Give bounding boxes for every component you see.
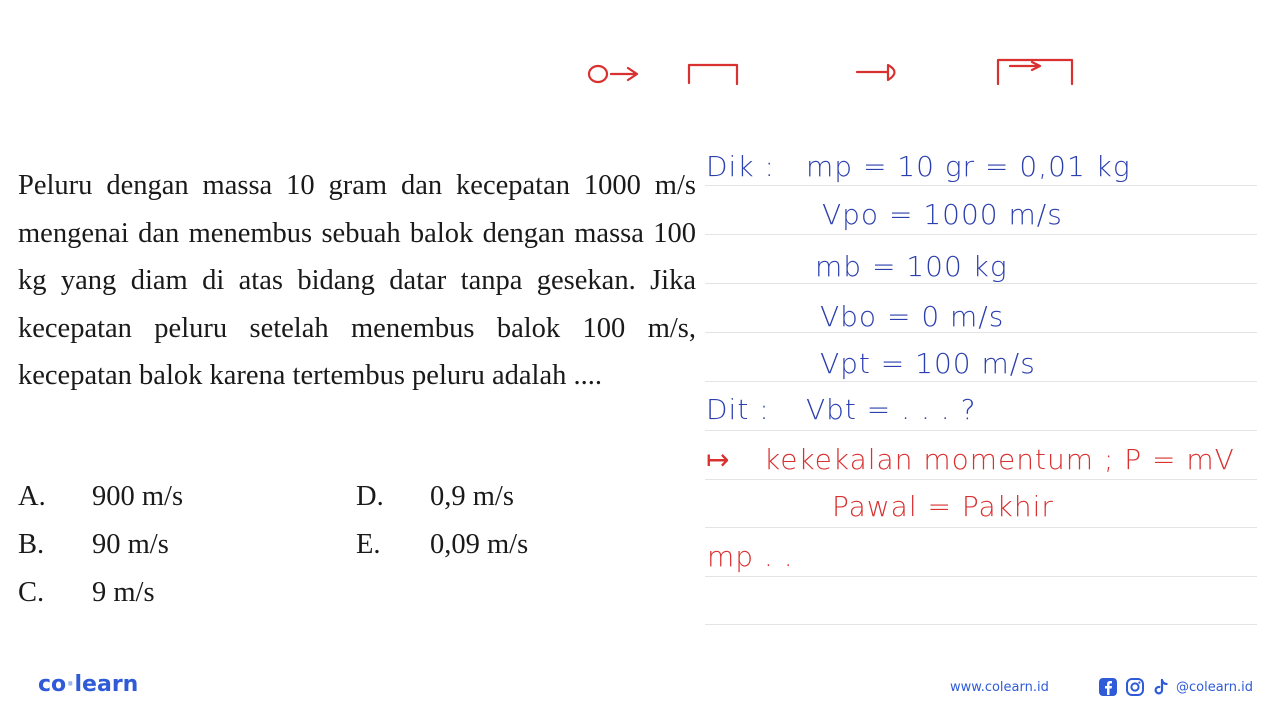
conservation-line: Pawal = Pakhir [832,490,1054,523]
logo-part-learn: learn [74,672,139,697]
question-text [18,162,696,400]
option-d-text: 0,9 m/s [430,481,514,512]
facebook-icon[interactable] [1099,678,1117,696]
option-b-letter: B. [18,529,45,560]
rule-line [705,381,1257,382]
partial-line: mp . . [707,540,794,573]
rule-line [705,527,1257,528]
logo-part-co: co [38,672,67,697]
options-row-2 [18,521,698,569]
rule-line [705,234,1257,235]
line-mp: mp = 10 gr = 0,01 kg [806,150,1131,183]
tiktok-icon[interactable] [1152,678,1170,696]
website-link[interactable]: www.colearn.id [950,680,1049,695]
option-c[interactable] [18,569,356,617]
line-mb: mb = 100 kg [815,250,1008,283]
dik-label: Dik : [706,150,775,183]
option-c-letter: C. [18,577,45,608]
block-before-shape [689,65,737,84]
momentum-line: kekekalan momentum ; P = mV [764,443,1235,476]
rule-line [705,624,1257,625]
option-a-letter: A. [18,481,46,512]
social-handle[interactable]: @colearn.id [1176,680,1254,695]
instagram-icon[interactable] [1126,678,1144,696]
bullet-block-sketch [0,0,1280,130]
logo-dot: · [66,672,75,697]
bullet-after-arrow [857,65,895,80]
line-vpt: Vpt = 100 m/s [820,347,1036,380]
option-a-text: 900 m/s [92,481,184,512]
colearn-logo [38,672,138,697]
rule-line [705,283,1257,284]
options-row-3 [18,569,698,617]
bullet-inside-arrow [1010,62,1040,70]
options-row-1 [18,473,698,521]
line-vpo: Vpo = 1000 m/s [822,198,1063,231]
rule-line [705,185,1257,186]
question-paragraph: Peluru dengan massa 10 gram dan kecepatan 1000 m/s mengenai dan menembus sebuah balok dengan massa 100 kg yang diam di atas bidang datar tanpa gesekan. Jika kecepatan peluru setelah menembus balok 100 m/s, kecepatan balok karena tertembus peluru adalah .... [18,170,696,391]
option-d[interactable] [356,473,694,521]
rule-line [705,576,1257,577]
dit-label: Dit : [706,393,770,426]
rule-line [705,430,1257,431]
arrow-icon: ↦ [706,443,731,476]
answer-options [18,473,698,617]
option-c-text: 9 m/s [92,577,155,608]
option-e-letter: E. [356,529,381,560]
option-b[interactable] [18,521,356,569]
bullet-before-icon [589,66,607,82]
rule-line [705,479,1257,480]
option-d-letter: D. [356,481,384,512]
line-vbo: Vbo = 0 m/s [820,300,1005,333]
dit-text: Vbt = . . . ? [806,393,977,426]
option-a[interactable] [18,473,356,521]
option-e[interactable] [356,521,694,569]
bullet-before-arrow [611,68,637,80]
option-b-text: 90 m/s [92,529,169,560]
option-e-text: 0,09 m/s [430,529,529,560]
